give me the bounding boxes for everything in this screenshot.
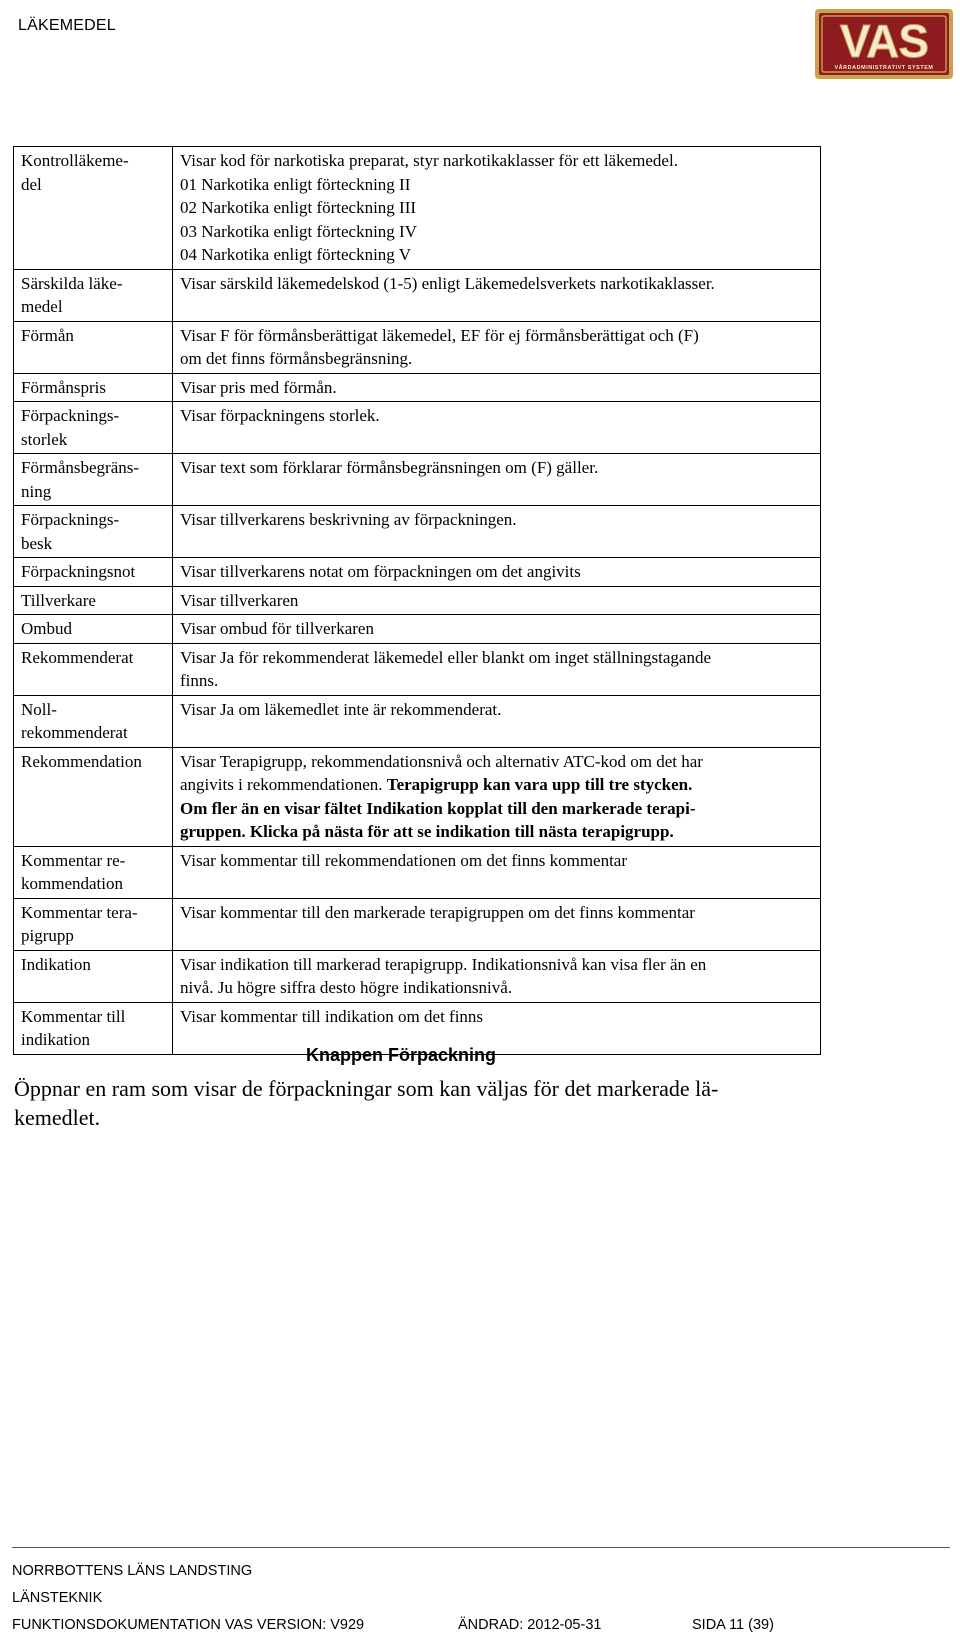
description-cell	[173, 586, 821, 615]
term-cell	[14, 747, 173, 846]
footer-changed-date: ÄNDRAD: 2012-05-31	[458, 1617, 602, 1633]
table-row	[14, 454, 821, 506]
term-line: del	[21, 174, 42, 194]
description-line: Visar förpackningens storlek.	[180, 406, 380, 425]
term-line: Kommentar till	[21, 1006, 126, 1026]
description-cell	[173, 269, 821, 321]
section-text-line: kemedlet.	[14, 1104, 101, 1130]
table-row	[14, 950, 821, 1002]
term-cell	[14, 950, 173, 1002]
description-line: Visar tillverkarens beskrivning av förpackningen.	[180, 510, 517, 529]
description-cell	[173, 454, 821, 506]
footer-department: LÄNSTEKNIK	[12, 1590, 103, 1606]
definition-table	[13, 146, 821, 1055]
table-row	[14, 846, 821, 898]
term-cell	[14, 373, 173, 402]
description-line: Visar pris med förmån.	[180, 377, 337, 397]
footer-doc-row	[12, 1612, 952, 1639]
section-paragraph	[14, 1075, 794, 1132]
table-row	[14, 747, 821, 846]
term-line: indikation	[21, 1030, 90, 1049]
description-line	[180, 750, 813, 774]
term-cell	[14, 147, 173, 270]
term-cell	[14, 454, 173, 506]
term-cell	[14, 846, 173, 898]
footer-organization: NORRBOTTENS LÄNS LANDSTING	[12, 1563, 253, 1579]
term-line: Särskilda läke-	[21, 273, 123, 293]
term-line: besk	[21, 533, 53, 553]
table-row	[14, 586, 821, 615]
description-line: Visar kommentar till den markerade terapigruppen om det finns kommentar	[180, 902, 695, 922]
description-line: Visar särskild läkemedelskod (1-5) enligt Läkemedelsverkets narkotikaklasser.	[180, 273, 715, 293]
term-line: Indikation	[21, 954, 91, 974]
description-line: Visar Ja för rekommenderat läkemedel eller blankt om inget ställningstagande	[180, 647, 711, 667]
description-cell	[173, 898, 821, 950]
description-line: Visar kommentar till indikation om det finns	[180, 1006, 484, 1026]
description-text: angivits i rekommendationen.	[180, 775, 387, 794]
footer-divider	[12, 1547, 950, 1548]
term-line: Kommentar re-	[21, 850, 126, 870]
term-line: Förmån	[21, 325, 74, 345]
description-cell	[173, 147, 821, 270]
term-line: Tillverkare	[21, 590, 96, 610]
description-line: 04 Narkotika enligt förteckning V	[180, 245, 412, 264]
logo-text: VAS	[839, 15, 929, 67]
description-cell	[173, 747, 821, 846]
description-line: Visar Ja om läkemedlet inte är rekommenderat.	[180, 699, 502, 719]
logo-subtitle: VÅRDADMINISTRATIVT SYSTEM	[834, 65, 934, 71]
footer-doc-version: FUNKTIONSDOKUMENTATION VAS VERSION: V929	[12, 1617, 365, 1633]
term-line: Förpacknings-	[21, 406, 120, 425]
description-cell	[173, 506, 821, 558]
description-text: Visar Terapigrupp, rekommendationsnivå och alternativ ATC-kod om det har	[180, 751, 703, 771]
term-line: Rekommenderat	[21, 647, 134, 667]
description-line: 03 Narkotika enligt förteckning IV	[180, 221, 417, 241]
description-line: 01 Narkotika enligt förteckning II	[180, 174, 411, 194]
term-cell	[14, 615, 173, 644]
description-cell	[173, 373, 821, 402]
term-line: Kontrolläkeme-	[21, 151, 129, 170]
description-line: Visar F för förmånsberättigat läkemedel, EF för ej förmånsberättigat och (F)	[180, 325, 699, 345]
description-line: Visar kod för narkotiska preparat, styr narkotikaklasser för ett läkemedel.	[180, 151, 678, 170]
description-line: Visar tillverkarens notat om förpackningen om det angivits	[180, 562, 581, 581]
description-emphasis: gruppen. Klicka på nästa för att se indikation till nästa terapigrupp.	[180, 822, 674, 841]
description-line: Visar ombud för tillverkaren	[180, 619, 374, 638]
term-cell	[14, 1002, 173, 1054]
definition-table-body	[14, 147, 821, 1055]
description-cell	[173, 558, 821, 587]
term-cell	[14, 269, 173, 321]
table-row	[14, 373, 821, 402]
term-line: Noll-	[21, 699, 57, 719]
description-cell	[173, 950, 821, 1002]
term-line: kommendation	[21, 874, 123, 893]
table-row	[14, 321, 821, 373]
description-cell	[173, 643, 821, 695]
term-cell	[14, 506, 173, 558]
page-footer	[12, 1558, 952, 1639]
description-emphasis: Terapigrupp kan vara upp till tre stycken.	[386, 775, 693, 794]
description-line: 02 Narkotika enligt förteckning III	[180, 198, 417, 217]
term-cell	[14, 695, 173, 747]
description-line: finns.	[180, 671, 219, 690]
term-line: Förpacknings-	[21, 510, 120, 529]
description-line: Visar tillverkaren	[180, 590, 299, 610]
table-row	[14, 506, 821, 558]
description-line	[180, 773, 813, 797]
term-cell	[14, 321, 173, 373]
section-heading: Knappen Förpackning	[306, 1045, 497, 1065]
description-line	[180, 820, 813, 844]
term-cell	[14, 898, 173, 950]
table-row	[14, 898, 821, 950]
description-cell	[173, 321, 821, 373]
term-cell	[14, 586, 173, 615]
description-cell	[173, 846, 821, 898]
term-line: Kommentar tera-	[21, 902, 138, 922]
description-line	[180, 797, 813, 821]
page-header-title: LÄKEMEDEL	[18, 17, 116, 34]
description-cell	[173, 1002, 821, 1054]
description-line: Visar indikation till markerad terapigrupp. Indikationsnivå kan visa fler än en	[180, 954, 707, 974]
term-line: pigrupp	[21, 926, 74, 945]
description-line: Visar kommentar till rekommendationen om det finns kommentar	[180, 850, 628, 870]
table-row	[14, 615, 821, 644]
term-line: storlek	[21, 429, 68, 449]
term-line: Ombud	[21, 619, 72, 638]
table-row	[14, 695, 821, 747]
term-line: Rekommendation	[21, 751, 142, 771]
term-cell	[14, 558, 173, 587]
table-row	[14, 269, 821, 321]
term-line: rekommenderat	[21, 723, 128, 742]
table-row	[14, 402, 821, 454]
term-line: ning	[21, 481, 52, 501]
table-row	[14, 558, 821, 587]
term-line: Förmånsbegräns-	[21, 458, 140, 477]
description-line: om det finns förmånsbegränsning.	[180, 349, 413, 368]
description-cell	[173, 695, 821, 747]
description-emphasis: Om fler än en visar fältet Indikation kopplat till den markerade terapi-	[180, 798, 696, 818]
footer-page-number: SIDA 11 (39)	[692, 1617, 774, 1633]
term-cell	[14, 643, 173, 695]
term-line: Förmånspris	[21, 377, 106, 397]
term-line: medel	[21, 297, 63, 316]
vas-logo	[814, 8, 954, 80]
term-line: Förpackningsnot	[21, 562, 136, 581]
description-line: Visar text som förklarar förmånsbegränsningen om (F) gäller.	[180, 458, 599, 477]
table-row	[14, 147, 821, 270]
description-cell	[173, 615, 821, 644]
table-row	[14, 643, 821, 695]
term-cell	[14, 402, 173, 454]
section-text-line: Öppnar en ram som visar de förpackningar som kan väljas för det markerade lä-	[14, 1076, 719, 1101]
description-cell	[173, 402, 821, 454]
description-line: nivå. Ju högre siffra desto högre indikationsnivå.	[180, 978, 513, 997]
